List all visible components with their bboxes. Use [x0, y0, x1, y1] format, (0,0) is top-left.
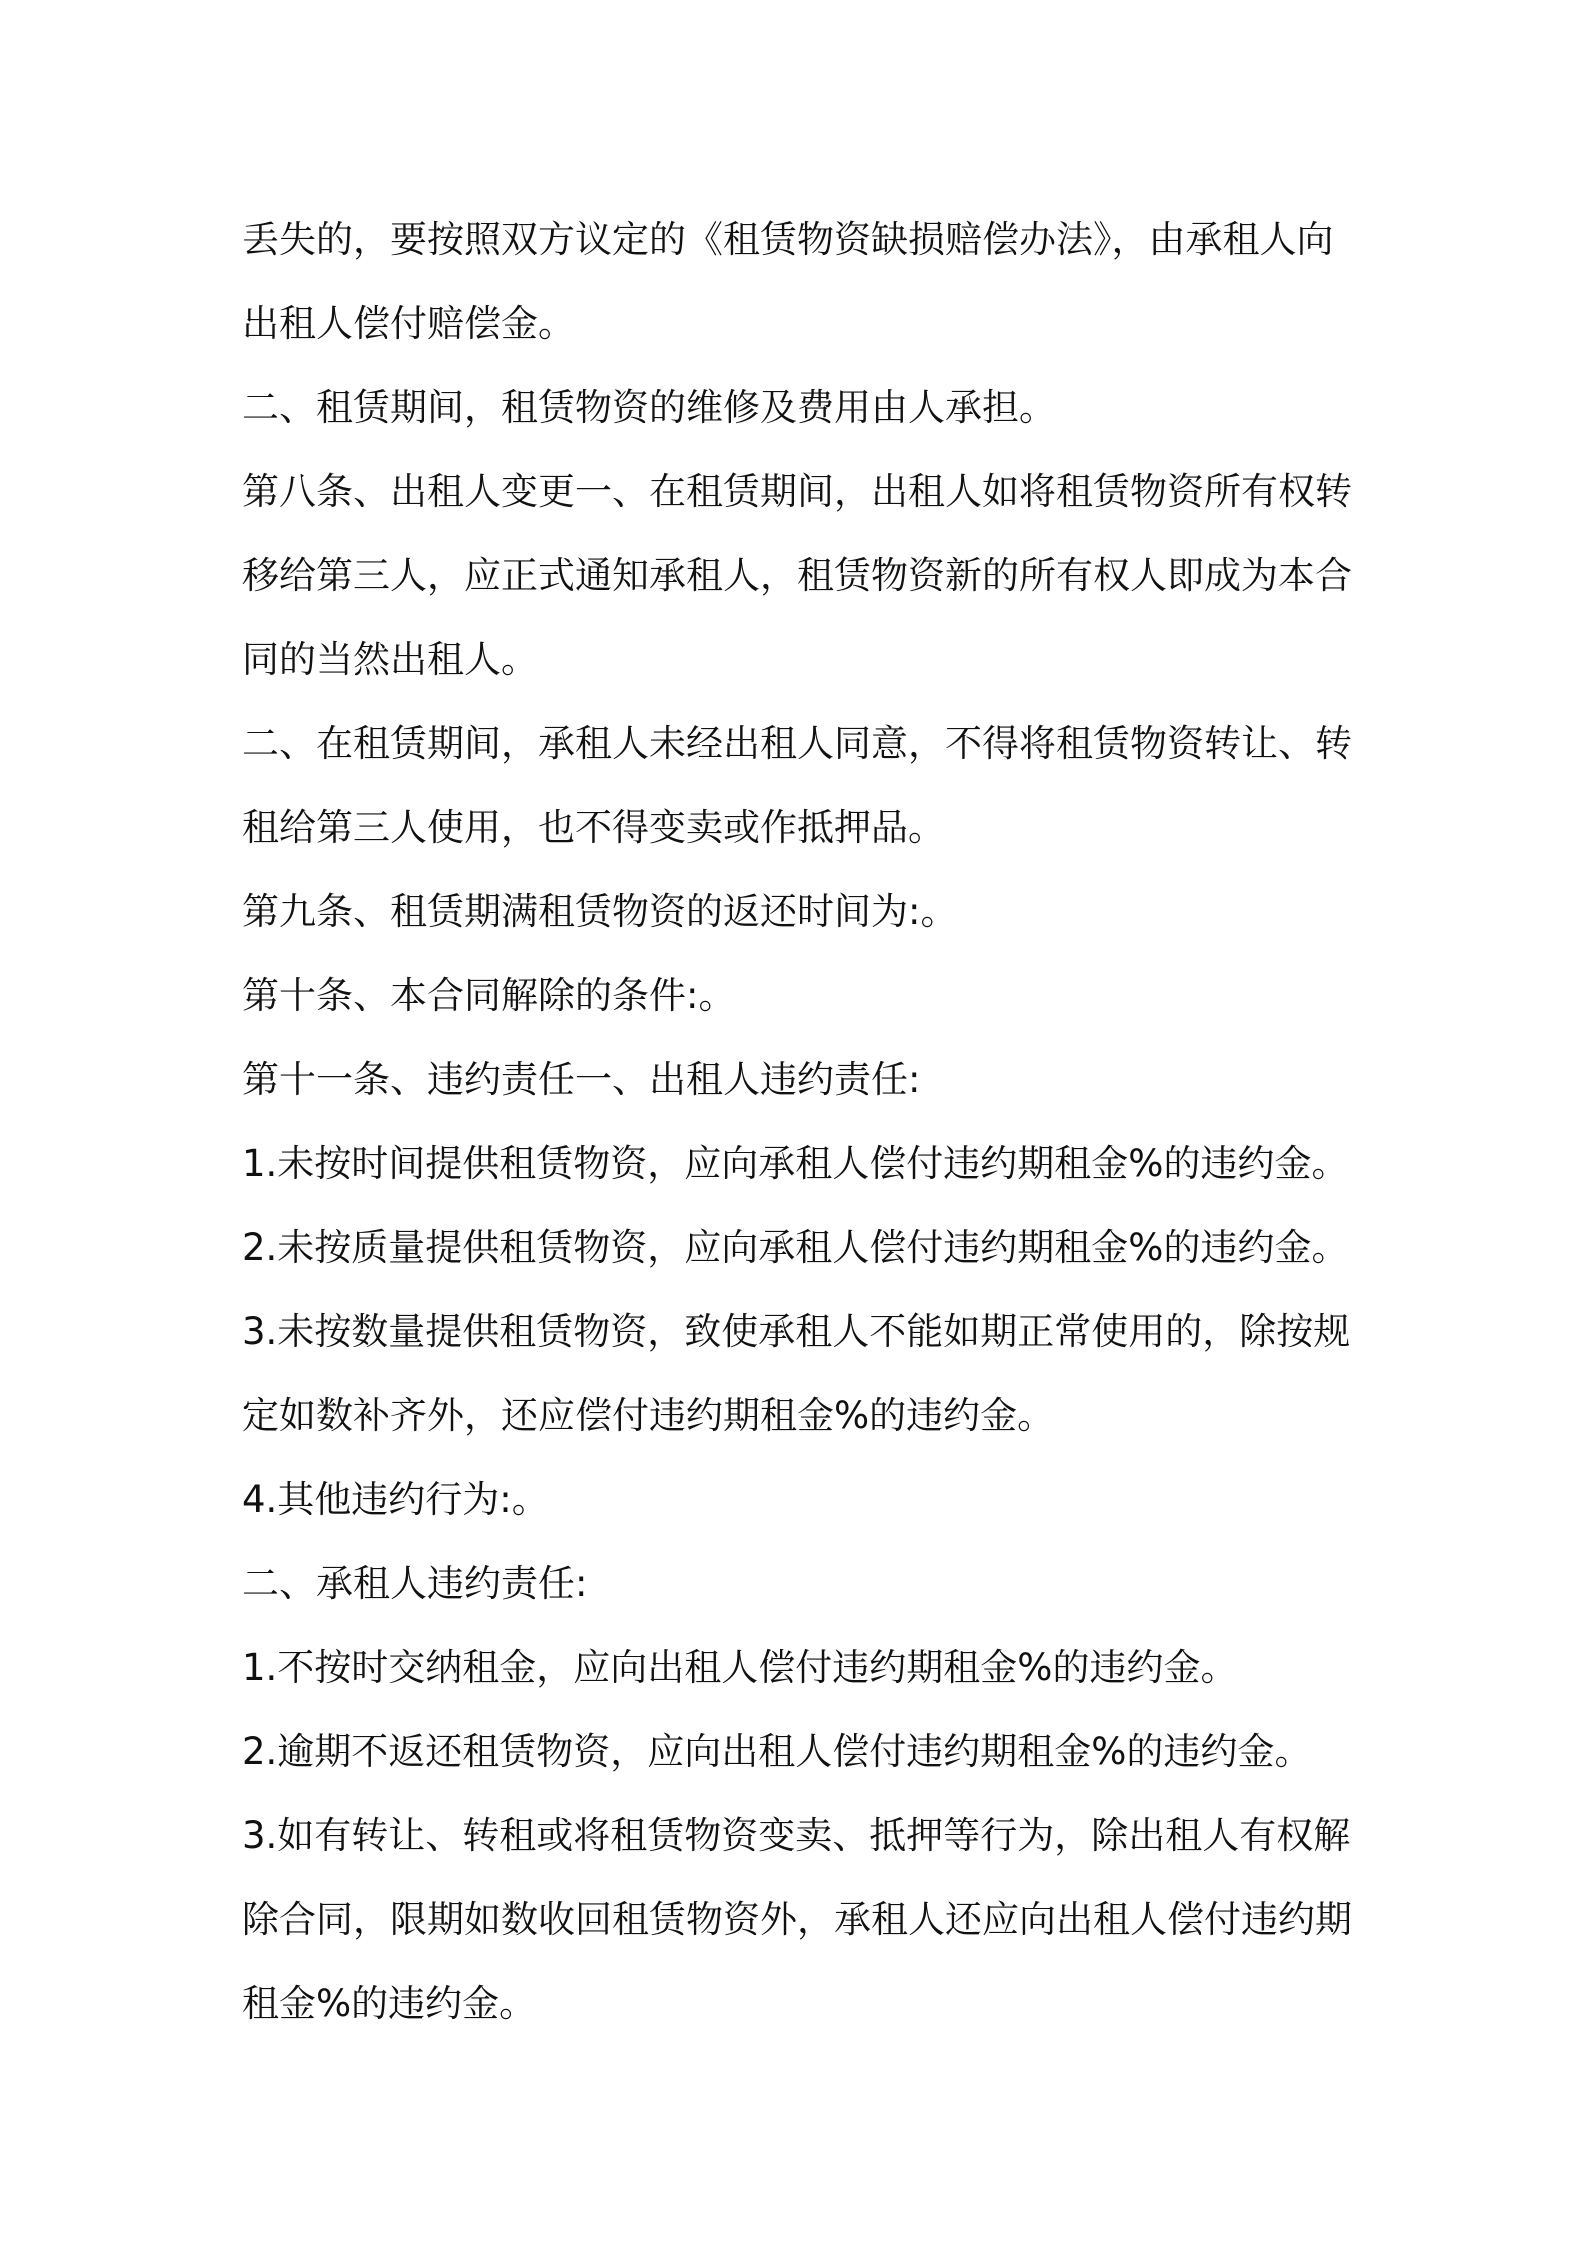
- text-line-15: 定如数补齐外，还应偿付违约期租金%的违约金。: [242, 1394, 1055, 1437]
- text-line-16: 4.其他违约行为:。: [242, 1478, 549, 1521]
- text-line-7: 二、在租赁期间，承租人未经出租人同意，不得将租赁物资转让、转: [242, 722, 1352, 765]
- text-line-13: 2.未按质量提供租赁物资，应向承租人偿付违约期租金%的违约金。: [242, 1226, 1349, 1269]
- text-line-4: 第八条、出租人变更一、在租赁期间，出租人如将租赁物资所有权转: [242, 470, 1352, 513]
- text-line-3: 二、租赁期间，租赁物资的维修及费用由人承担。: [242, 386, 1056, 429]
- text-line-1: 丢失的，要按照双方议定的《租赁物资缺损赔偿办法》，由承租人向: [242, 218, 1334, 261]
- text-line-19: 2.逾期不返还租赁物资，应向出租人偿付违约期租金%的违约金。: [242, 1730, 1312, 1773]
- text-line-6: 同的当然出租人。: [242, 638, 538, 681]
- text-line-14: 3.未按数量提供租赁物资，致使承租人不能如期正常使用的，除按规: [242, 1310, 1351, 1353]
- text-line-10: 第十条、本合同解除的条件:。: [242, 974, 736, 1017]
- document-body: [242, 198, 1362, 2046]
- text-line-22: 租金%的违约金。: [242, 1982, 537, 2025]
- text-line-21: 除合同，限期如数收回租赁物资外，承租人还应向出租人偿付违约期: [242, 1898, 1352, 1941]
- text-line-18: 1.不按时交纳租金，应向出租人偿付违约期租金%的违约金。: [242, 1646, 1238, 1689]
- text-line-20: 3.如有转让、转租或将租赁物资变卖、抵押等行为，除出租人有权解: [242, 1814, 1351, 1857]
- text-line-11: 第十一条、违约责任一、出租人违约责任:: [242, 1058, 921, 1101]
- text-line-9: 第九条、租赁期满租赁物资的返还时间为:。: [242, 890, 958, 933]
- text-line-5: 移给第三人，应正式通知承租人，租赁物资新的所有权人即成为本合: [242, 554, 1352, 597]
- text-line-2: 出租人偿付赔偿金。: [242, 302, 575, 345]
- text-line-17: 二、承租人违约责任:: [242, 1562, 588, 1605]
- text-line-8: 租给第三人使用，也不得变卖或作抵押品。: [242, 806, 945, 849]
- text-line-12: 1.未按时间提供租赁物资，应向承租人偿付违约期租金%的违约金。: [242, 1142, 1349, 1185]
